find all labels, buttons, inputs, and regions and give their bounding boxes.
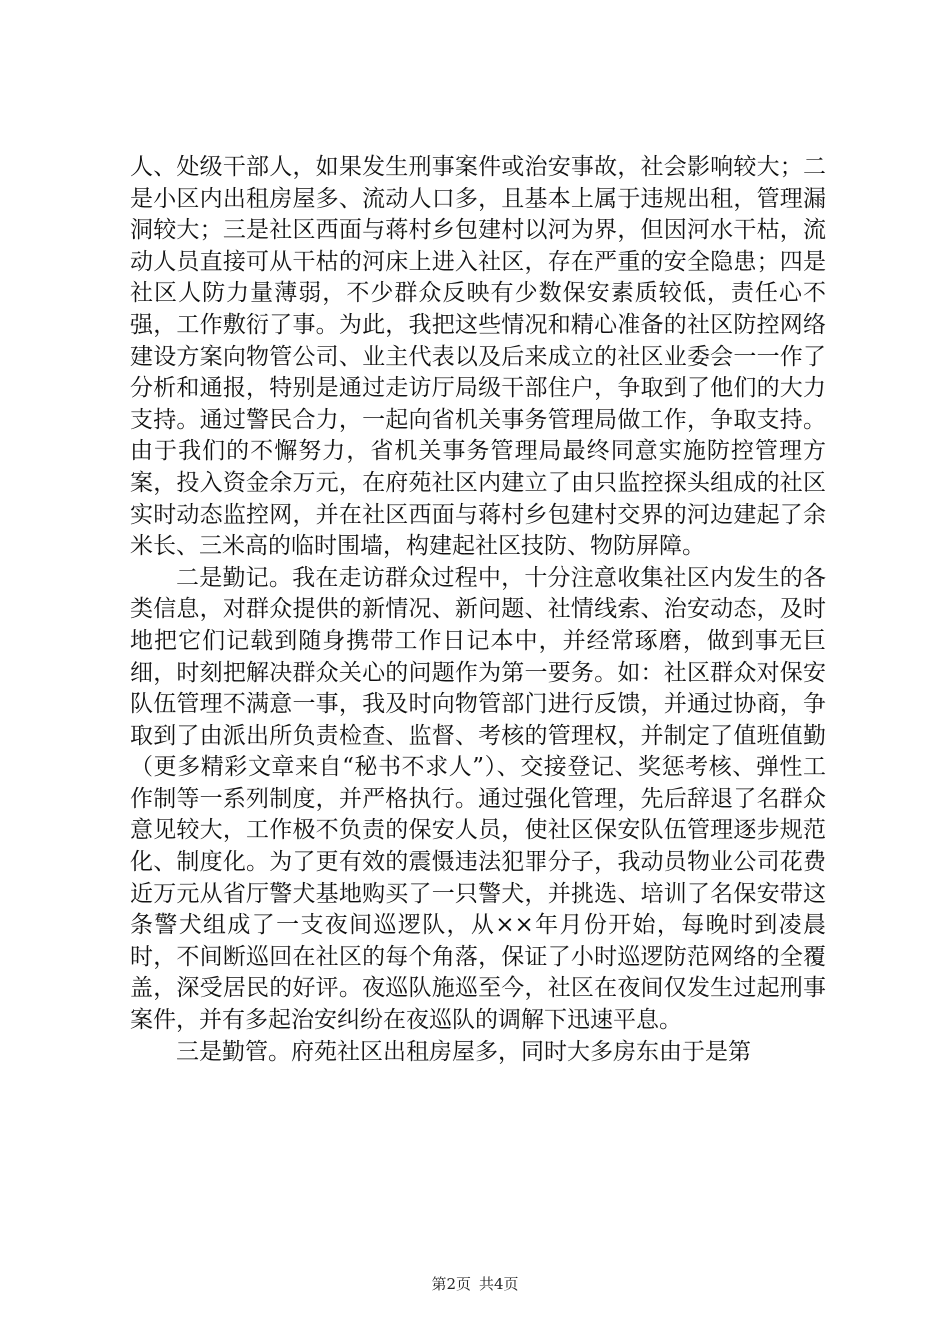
page-footer [0, 1274, 950, 1294]
total-pages: 共4页 [479, 1275, 519, 1293]
paragraph-diligent-management: 三是勤管。府苑社区出租房屋多，同时大多房东由于是第 [176, 1038, 751, 1065]
paragraph-continuation: 人、处级干部人，如果发生刑事案件或治安事故，社会影响较大；二是小区内出租房屋多、流动人口多，且基本上属于违规出租，管理漏洞较大；三是社区西面与蒋村乡包建村以河为界，但因河水干枯，流动人员直接可从干枯的河床上进入社区，存在严重的安全隐患；四是社区人防力量薄弱，不少群众反映有少数保安素质较低，责任心不强，工作敷衍了事。为此，我把这些情况和精心准备的社区防控网络建设方案向物管公司、业主代表以及后来成立的社区业委会一一作了分析和通报，特别是通过走访厅局级干部住户，争取到了他们的大力支持。通过警民合力，一起向省机关事务管理局做工作，争取支持。由于我们的不懈努力，省机关事务管理局最终同意实施防控管理方案，投入资金余万元，在府苑社区内建立了由只监控探头组成的社区实时动态监控网，并在社区西面与蒋村乡包建村交界的河边建起了余米长、三米高的临时围墙，构建起社区技防、物防屏障。 [130, 154, 826, 560]
document-body [130, 152, 826, 1068]
page-number: 第2页 [431, 1275, 471, 1293]
paragraph-diligent-recording: 二是勤记。我在走访群众过程中，十分注意收集社区内发生的各类信息，对群众提供的新情况、新问题、社情线索、治安动态，及时地把它们记载到随身携带工作日记本中，并经常琢磨，做到事无巨细，时刻把解决群众关心的问题作为第一要务。如：社区群众对保安队伍管理不满意一事，我及时向物管部门进行反馈，并通过协商，争取到了由派出所负责检查、监督、考核的管理权，并制定了值班值勤（更多精彩文章来自“秘书不求人”）、交接登记、奖惩考核、弹性工作制等一系列制度，并严格执行。通过强化管理，先后辞退了名群众意见较大，工作极不负责的保安人员，使社区保安队伍管理逐步规范化、制度化。为了更有效的震慑违法犯罪分子，我动员物业公司花费近万元从省厅警犬基地购买了一只警犬，并挑选、培训了名保安带这条警犬组成了一支夜间巡逻队，从××年月份开始，每晚时到凌晨时，不间断巡回在社区的每个角落，保证了小时巡逻防范网络的全覆盖，深受居民的好评。夜巡队施巡至今，社区在夜间仅发生过起刑事案件，并有多起治安纠纷在夜巡队的调解下迅速平息。 [130, 564, 826, 1034]
